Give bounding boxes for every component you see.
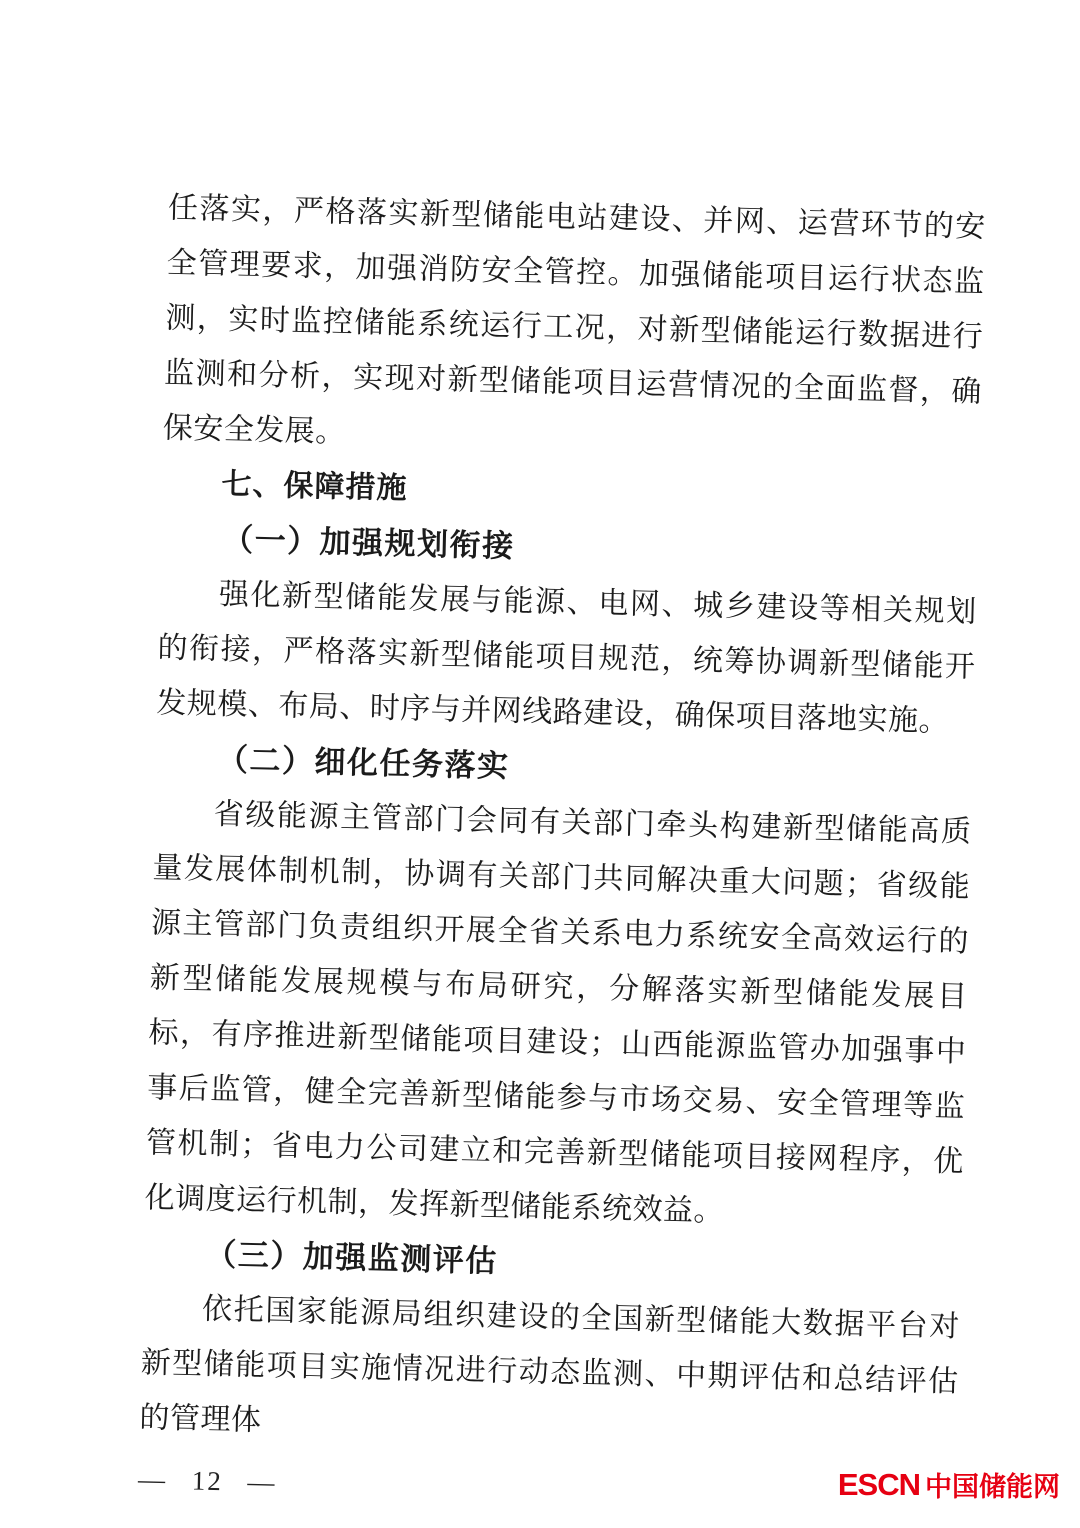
section-heading-safeguard-measures: 七、保障措施 <box>221 466 408 507</box>
page-number: — 12 — <box>137 1464 277 1498</box>
escn-logo-cn-text: 中国储能网 <box>925 1472 1060 1503</box>
escn-watermark-logo <box>838 1465 1060 1504</box>
paragraph-safety-continuation: 任落实，严格落实新型储能电站建设、并网、运营环节的安全管理要求，加强消防安全管控。加强储能项目运行状态监测，实时监控储能系统运行工况，对新型储能运行数据进行监测和分析，实现对新型储能项目运营情况的全面监督，确保安全发展。 <box>162 191 987 449</box>
subsection-3-heading: （三）加强监测评估 <box>204 1236 499 1279</box>
escn-logo-en-text: ESCN <box>837 1466 920 1502</box>
subsection-1-heading: （一）加强规划衔接 <box>221 521 516 564</box>
subsection-3-body: 依托国家能源局组织建设的全国新型储能大数据平台对新型储能项目实施情况进行动态监测、中期评估和总结评估的管理体 <box>139 1292 961 1438</box>
subsection-1-body: 强化新型储能发展与能源、电网、城乡建设等相关规划的衔接，严格落实新型储能项目规范，统筹协调新型储能开发规模、布局、时序与并网线路建设，确保项目落地实施。 <box>155 577 978 739</box>
subsection-2-heading: （二）细化任务落实 <box>216 741 510 784</box>
document-text-block <box>138 181 987 1519</box>
subsection-2-body: 省级能源主管部门会同有关部门牵头构建新型储能高质量发展体制机制，协调有关部门共同解决重大问题；省级能源主管部门负责组织开展全省关系电力系统安全高效运行的新型储能发展规模与布局研究，分解落实新型储能发展目标，有序推进新型储能项目建设；山西能源监管办加强事中事后监管，健全完善新型储能参与市场交易、安全管理等监管机制；省电力公司建立和完善新型储能项目接网程序，优化调度运行机制，发挥新型储能系统效益。 <box>144 797 972 1228</box>
